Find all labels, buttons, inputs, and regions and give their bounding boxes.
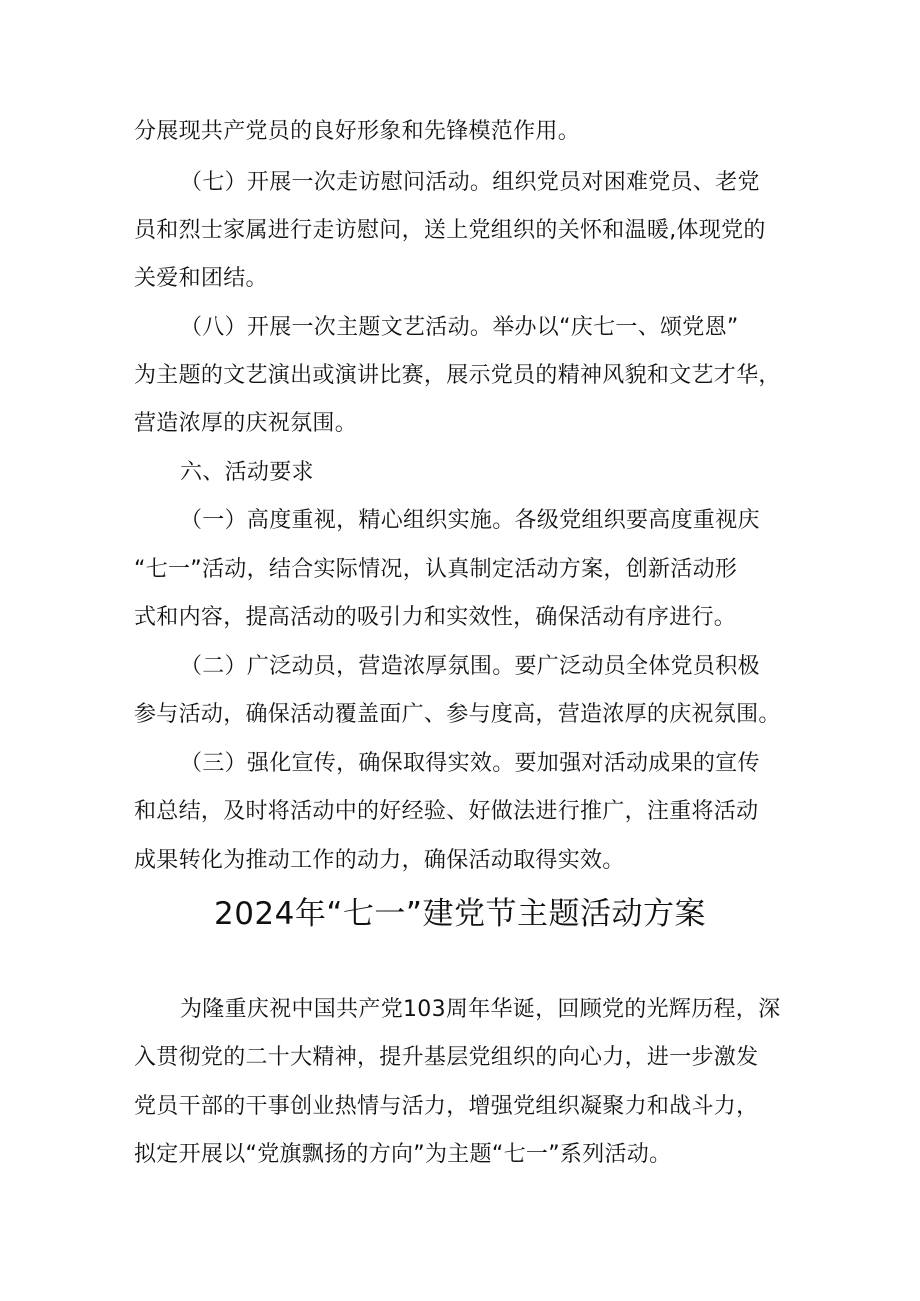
paragraph-line: （一）高度重视，精心组织实施。各级党组织要高度重视庆 <box>180 508 760 533</box>
paragraph-line: 和总结，及时将活动中的好经验、好做法进行推广，注重将活动 <box>134 799 759 824</box>
paragraph-line: 分展现共产党员的良好形象和先锋模范作用。 <box>134 119 581 144</box>
paragraph-line: 参与活动，确保活动覆盖面广、参与度高，营造浓厚的庆祝氛围。 <box>134 702 781 727</box>
paragraph-line: “七一”活动，结合实际情况，认真制定活动方案，创新活动形 <box>134 557 738 582</box>
paragraph-line: 员和烈士家属进行走访慰问，送上党组织的关怀和温暖,体现党的 <box>134 218 766 243</box>
paragraph-line: （二）广泛动员，营造浓厚氛围。要广泛动员全体党员积极 <box>180 654 760 679</box>
paragraph-line: 关爱和团结。 <box>134 266 268 291</box>
paragraph-line: 拟定开展以“党旗飘扬的方向”为主题“七一”系列活动。 <box>134 1142 672 1167</box>
paragraph-line: 成果转化为推动工作的动力，确保活动取得实效。 <box>134 848 625 873</box>
section-heading: 六、活动要求 <box>180 460 314 485</box>
document-title: 2024年“七一”建党节主题活动方案 <box>213 896 706 932</box>
paragraph-line: 入贯彻党的二十大精神，提升基层党组织的向心力，进一步激发 <box>134 1045 759 1070</box>
paragraph-line: 式和内容，提高活动的吸引力和实效性，确保活动有序进行。 <box>134 605 737 630</box>
paragraph-line: 党员干部的干事创业热情与活力，增强党组织凝聚力和战斗力， <box>134 1094 759 1119</box>
paragraph-line: 为隆重庆祝中国共产党103周年华诞，回顾党的光辉历程，深 <box>180 997 781 1022</box>
paragraph-line: 营造浓厚的庆祝氛围。 <box>134 411 358 436</box>
paragraph-line: （八）开展一次主题文艺活动。举办以“庆七一、颂党恩” <box>180 315 739 340</box>
paragraph-line: （七）开展一次走访慰问活动。组织党员对困难党员、老党 <box>180 170 760 195</box>
paragraph-line: （三）强化宣传，确保取得实效。要加强对活动成果的宣传 <box>180 751 760 776</box>
paragraph-line: 为主题的文艺演出或演讲比赛，展示党员的精神风貌和文艺才华， <box>134 363 781 388</box>
